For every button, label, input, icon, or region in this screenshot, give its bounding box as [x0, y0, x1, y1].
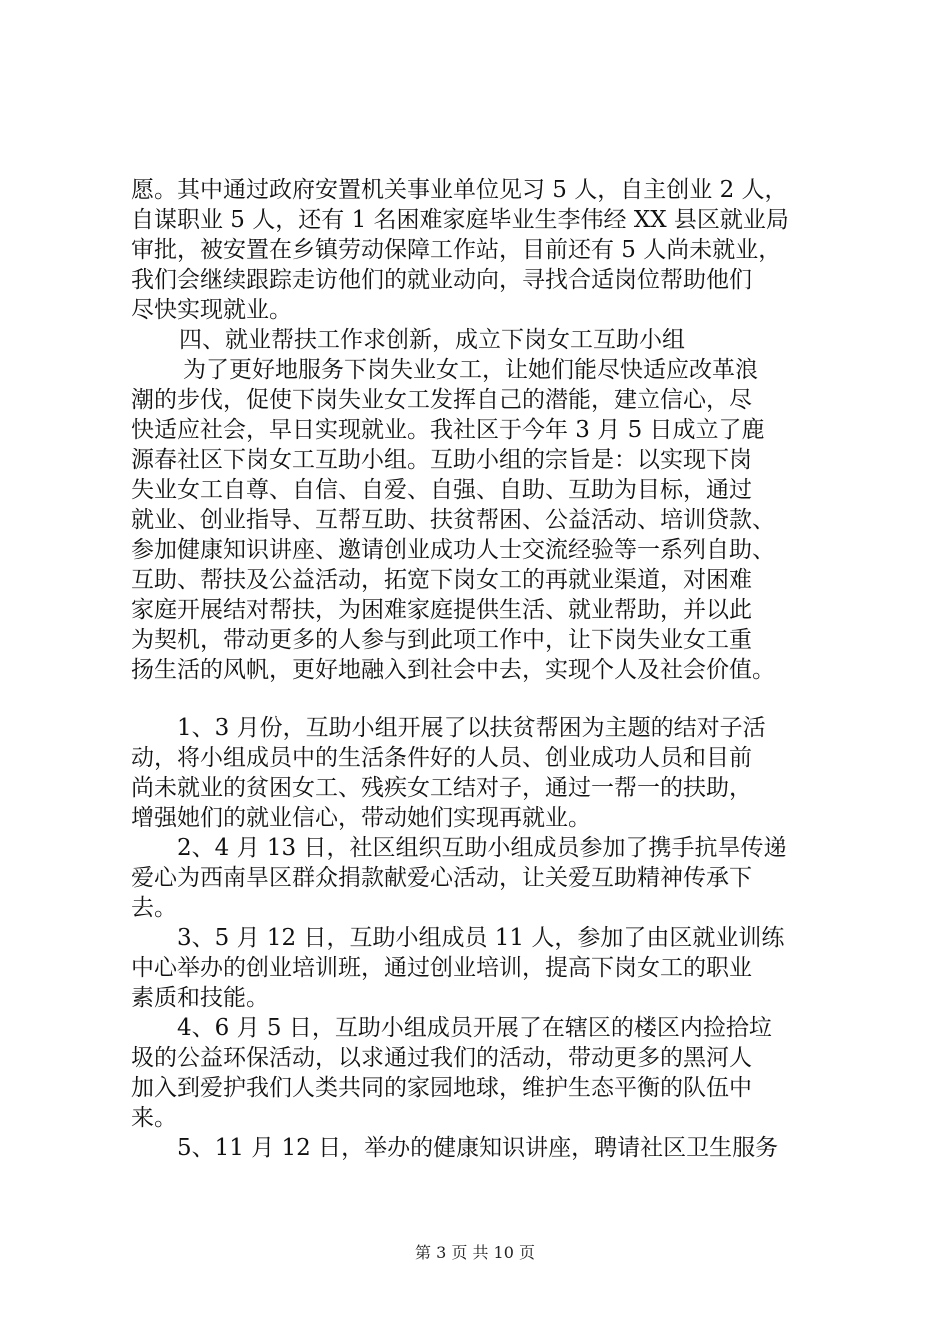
text-line: 尚未就业的贫困女工、残疾女工结对子，通过一帮一的扶助， — [131, 775, 752, 801]
page-footer: 第 3 页 共 10 页 — [415, 1243, 535, 1262]
text-line: 我们会继续跟踪走访他们的就业动向，寻找合适岗位帮助他们 — [131, 267, 752, 293]
text-line: 愿。其中通过政府安置机关事业单位见习 5 人，自主创业 2 人， — [131, 177, 788, 203]
text-line: 动，将小组成员中的生活条件好的人员、创业成功人员和目前 — [131, 745, 752, 771]
text-line: 家庭开展结对帮扶，为困难家庭提供生活、就业帮助，并以此 — [131, 597, 752, 623]
text-line: 为契机，带动更多的人参与到此项工作中，让下岗失业女工重 — [131, 627, 752, 653]
text-line: 参加健康知识讲座、邀请创业成功人士交流经验等一系列自助、 — [131, 537, 775, 563]
text-line: 快适应社会，早日实现就业。我社区于今年 3 月 5 日成立了鹿 — [131, 417, 765, 443]
text-line: 素质和技能。 — [131, 985, 269, 1011]
text-line: 5、11 月 12 日，举办的健康知识讲座，聘请社区卫生服务 — [177, 1135, 779, 1161]
text-line: 为了更好地服务下岗失业女工，让她们能尽快适应改革浪 — [183, 357, 758, 383]
text-line: 加入到爱护我们人类共同的家园地球，维护生态平衡的队伍中 — [131, 1075, 752, 1101]
text-line: 源春社区下岗女工互助小组。互助小组的宗旨是：以实现下岗 — [131, 447, 752, 473]
text-line: 四、就业帮扶工作求创新，成立下岗女工互助小组 — [179, 327, 685, 353]
text-line: 审批，被安置在乡镇劳动保障工作站，目前还有 5 人尚未就业， — [131, 237, 782, 263]
text-line: 2、4 月 13 日，社区组织互助小组成员参加了携手抗旱传递 — [177, 835, 787, 861]
text-line: 圾的公益环保活动，以求通过我们的活动，带动更多的黑河人 — [131, 1045, 752, 1071]
text-line: 失业女工自尊、自信、自爱、自强、自助、互助为目标，通过 — [131, 477, 752, 503]
text-line: 1、3 月份，互助小组开展了以扶贫帮困为主题的结对子活 — [177, 715, 766, 741]
text-line: 3、5 月 12 日，互助小组成员 11 人，参加了由区就业训练 — [177, 925, 785, 951]
paragraph-gap — [131, 685, 831, 713]
text-line: 潮的步伐，促使下岗失业女工发挥自己的潜能，建立信心，尽 — [131, 387, 752, 413]
text-line: 互助、帮扶及公益活动，拓宽下岗女工的再就业渠道，对困难 — [131, 567, 752, 593]
text-line: 尽快实现就业。 — [131, 297, 292, 323]
text-line: 扬生活的风帆，更好地融入到社会中去，实现个人及社会价值。 — [131, 657, 775, 683]
text-line: 就业、创业指导、互帮互助、扶贫帮困、公益活动、培训贷款、 — [131, 507, 775, 533]
text-line: 增强她们的就业信心，带动她们实现再就业。 — [131, 805, 591, 831]
text-line: 4、6 月 5 日，互助小组成员开展了在辖区的楼区内捡拾垃 — [177, 1015, 772, 1041]
text-line: 来。 — [131, 1105, 177, 1131]
text-line: 爱心为西南旱区群众捐款献爱心活动，让关爱互助精神传承下 — [131, 865, 752, 891]
document-body — [131, 175, 831, 1163]
text-line: 中心举办的创业培训班，通过创业培训，提高下岗女工的职业 — [131, 955, 752, 981]
text-line: 自谋职业 5 人，还有 1 名困难家庭毕业生李伟经 XX 县区就业局 — [131, 207, 789, 233]
text-line: 去。 — [131, 895, 177, 921]
